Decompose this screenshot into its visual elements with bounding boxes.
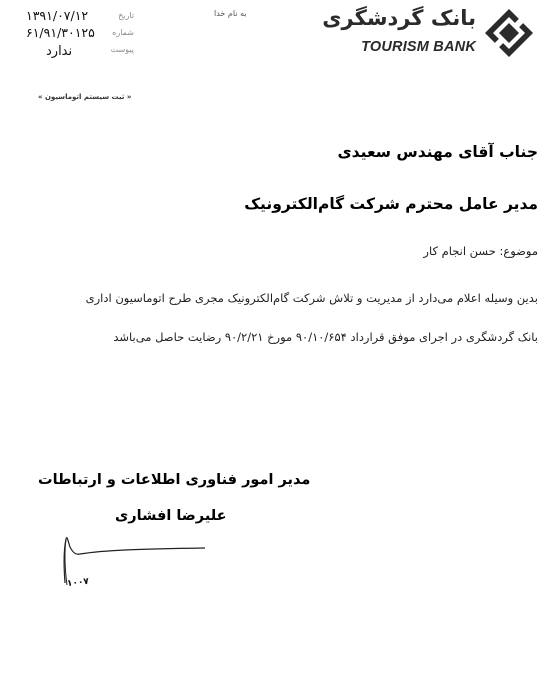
number-row [16, 25, 134, 42]
tourism-bank-logo-icon [484, 8, 534, 58]
body-paragraph-line-1: بدین وسیله اعلام می‌دارد از مدیریت و تلاش شرکت گام‌الکترونیک مجری طرح اتوماسیون اداری [85, 291, 538, 305]
number-value: ۶۱/۹۱/۳۰۱۲۵ [26, 25, 95, 40]
handwritten-signature [50, 525, 215, 605]
signatory-title: مدیر امور فناوری اطلاعات و ارتباطات [38, 472, 311, 488]
recipient-position: مدیر عامل محترم شرکت گام‌الکترونیک [244, 195, 538, 213]
bank-logo [322, 6, 534, 62]
number-label: شماره [112, 28, 134, 37]
date-label: تاریخ [118, 11, 134, 20]
signatory-name: علیرضا افشاری [115, 508, 227, 524]
attachment-value: ندارد [46, 44, 73, 59]
automation-tag: « ثبت سیستم اتوماسیون » [38, 93, 132, 101]
letter-meta [16, 8, 134, 59]
recipient: جناب آقای مهندس سعیدی [337, 143, 538, 161]
logo-english-text: TOURISM BANK [361, 39, 476, 55]
signature-number: ۱۰۰۷ [66, 576, 90, 590]
logo-persian-text: بانک گردشگری [322, 6, 476, 30]
date-row [16, 8, 134, 25]
attachment-row [16, 42, 134, 59]
subject-line: موضوع: حسن انجام کار [423, 244, 538, 258]
attachment-label: پیوست [110, 45, 134, 54]
date-value: ۱۳۹۱/۰۷/۱۲ [26, 8, 89, 23]
body-paragraph-line-2: بانک گردشگری در اجرای موفق قرارداد ۹۰/۱۰/۶۵۴ مورخ ۹۰/۲/۲۱ رضایت حاصل می‌باشد [113, 330, 538, 344]
invocation-text: به نام خدا [214, 9, 247, 18]
